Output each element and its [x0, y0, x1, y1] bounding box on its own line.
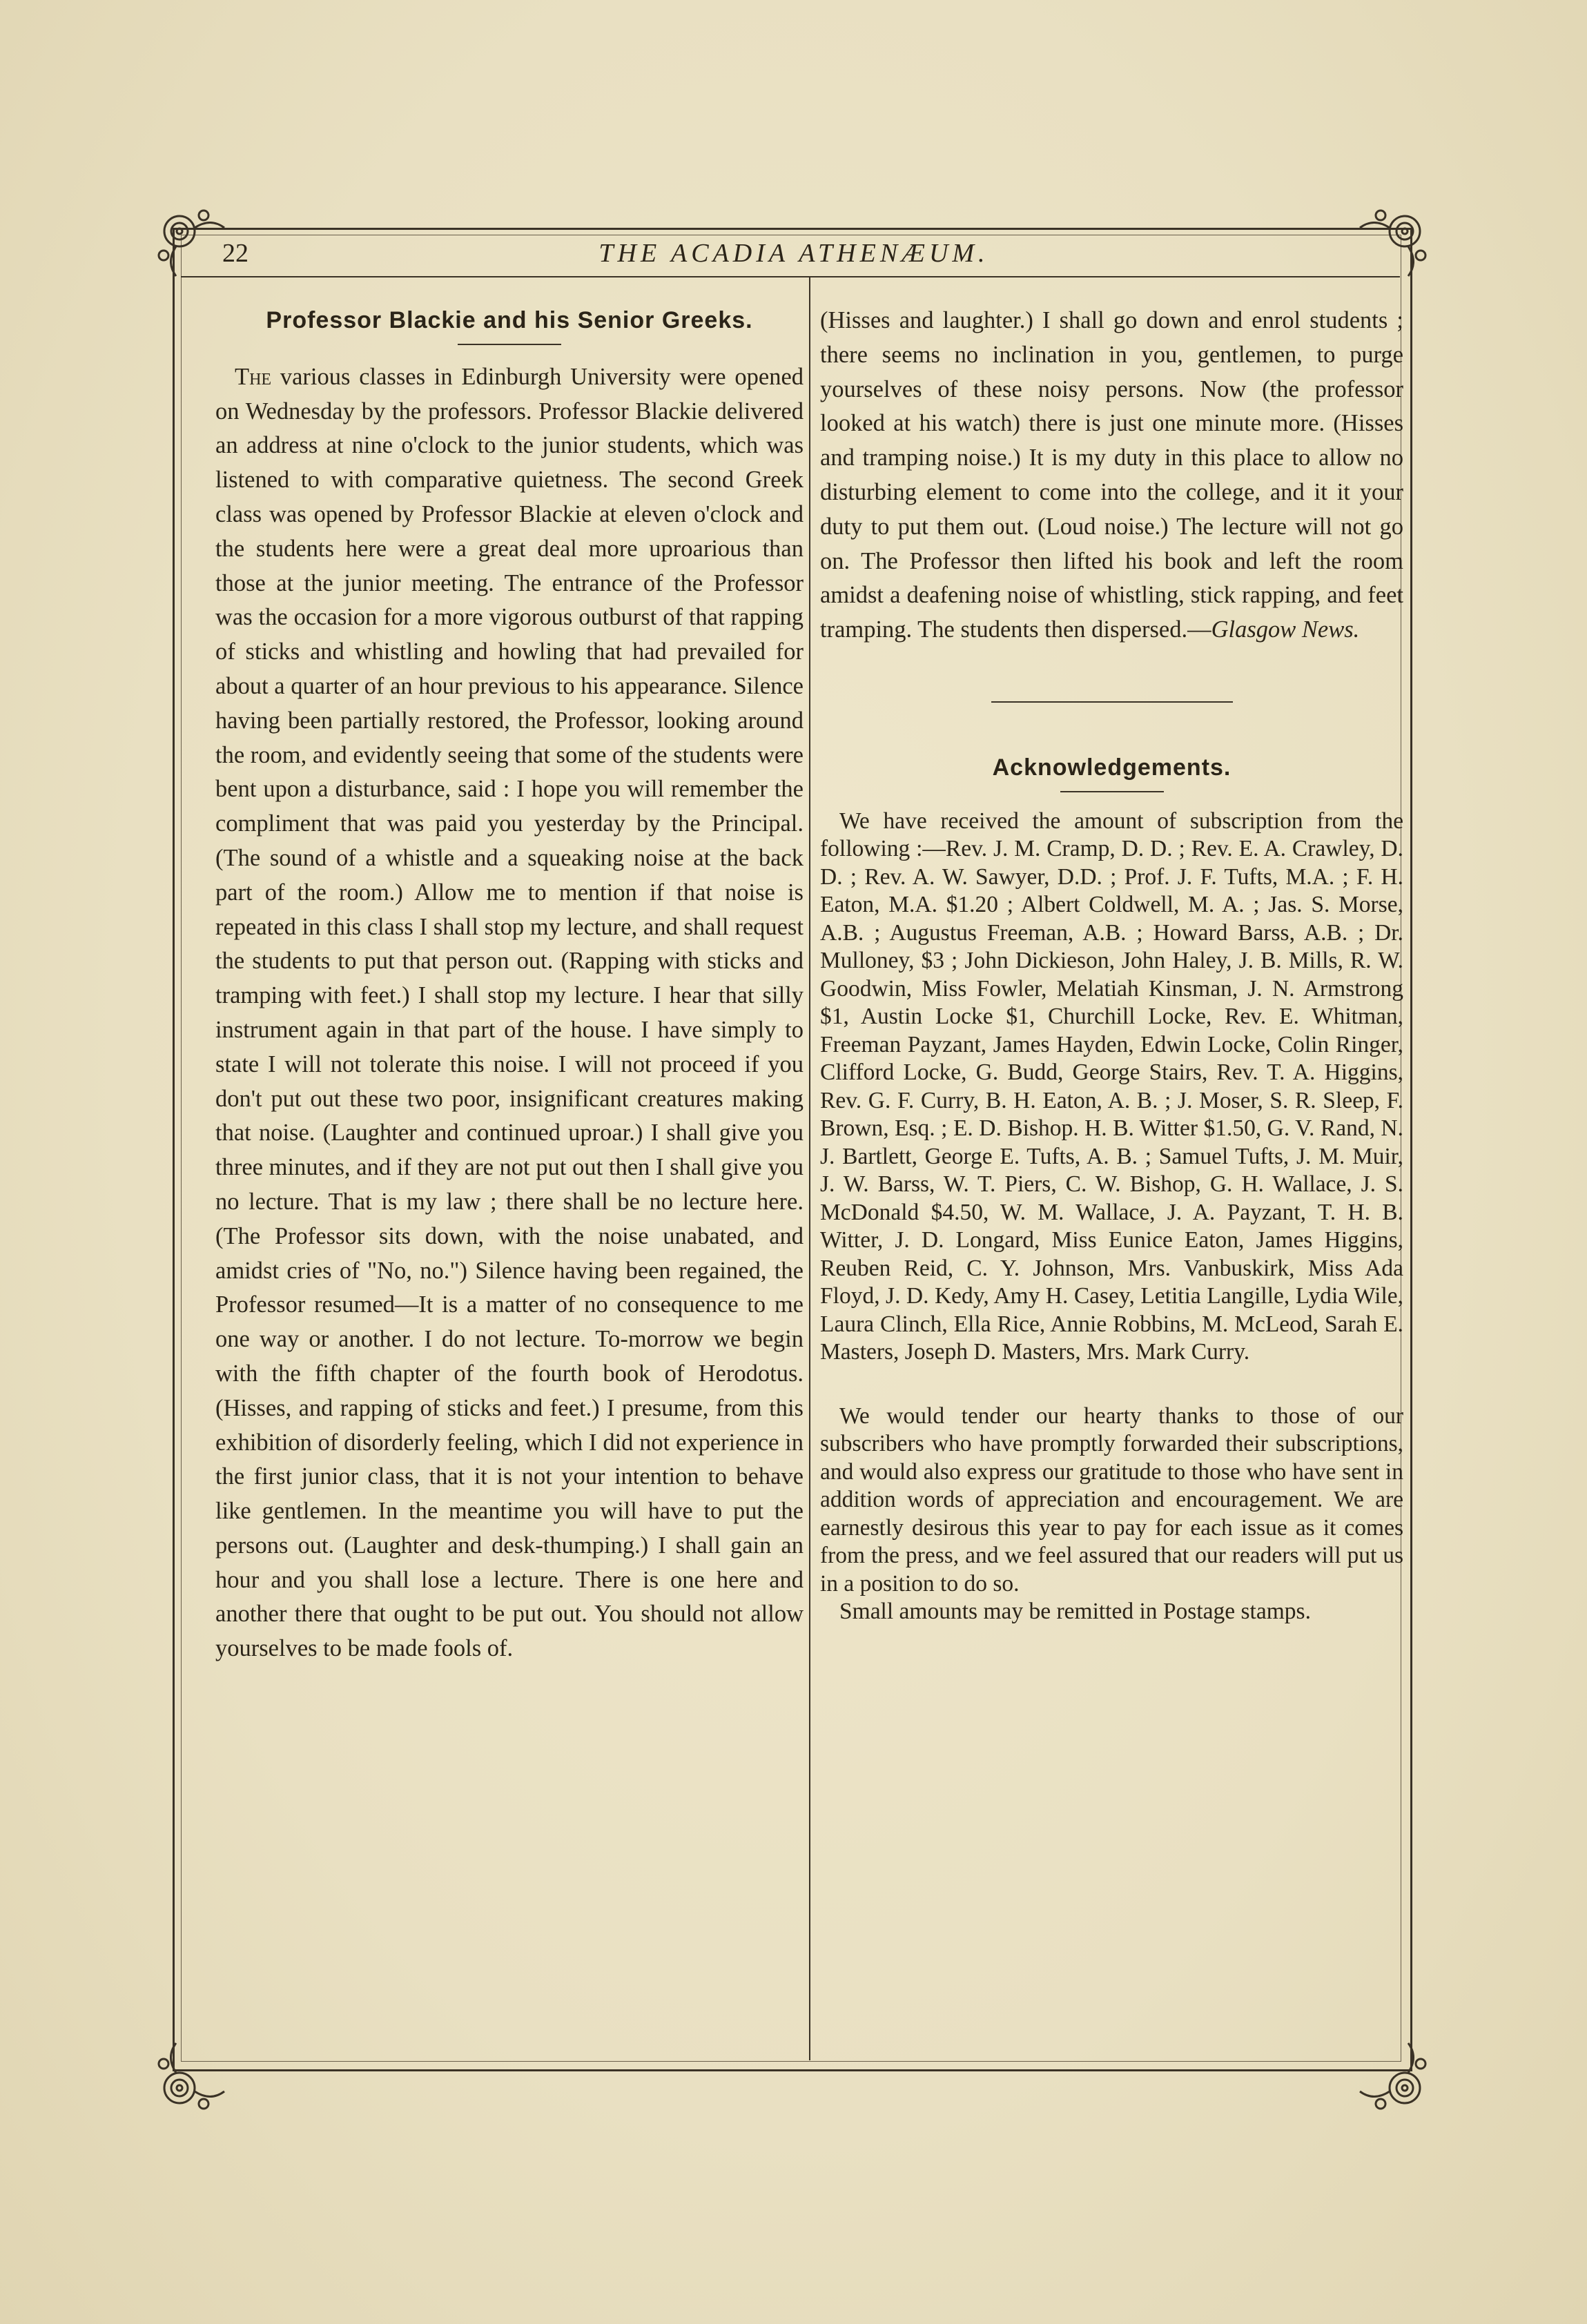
article-title: Professor Blackie and his Senior Greeks. [266, 307, 753, 333]
section-divider [991, 701, 1233, 703]
article-text-right: (Hisses and laughter.) I shall go down and enrol students ; there seems no inclination in you, gentlemen, to purge yourselves of these noisy persons. Now (the professor looked at his watch) there is just one minute more. (Hisses and tramping noise.) It is my duty in this place to allow no disturbing element to come into the college, and it it your duty to put them out. (Loud noise.) The lecture will not go on. The Professor then lifted his book and left the room amidst a deafening noise of whistling, stick rapping, and feet tramping. The students then dispersed.— [820, 307, 1403, 643]
subscriber-list: We have received the amount of subscription from the following :—Rev. J. M. Cramp, D. D. ; Rev. E. A. Crawley, D. D. ; Rev. A. W. Sawyer, D.D. ; Prof. J. F. Tufts, M.A. ; F. H. Eaton, M.A. $1.20 ; Albert Coldwell, M. A. ; Jas. S. Morse, A.B. ; Augustus Freeman, A.B. ; Howard Barss, A.B. ; Dr. Mulloney, $3 ; John Dickieson, John Haley, J. B. Mills, R. W. Goodwin, Miss Fowler, Melatiah Kinsman, J. N. Armstrong $1, Austin Locke $1, Churchill Locke, Rev. E. Whitman, Freeman Payzant, James Hayden, Edwin Locke, Colin Ringer, Clifford Locke, G. Budd, George Stairs, Rev. T. A. Higgins, Rev. G. F. Curry, B. H. Eaton, A. B. ; J. Moser, S. R. Sleep, F. Brown, Esq. ; E. D. Bishop. H. B. Witter $1.50, G. V. Rand, N. J. Bartlett, George E. Tufts, A. B. ; Samuel Tufts, J. M. Muir, J. W. Barss, W. T. Piers, C. W. Bishop, G. H. Wallace, J. S. McDonald $4.50, W. M. Wallace, J. A. Payzant, T. H. B. Witter, J. D. Longard, Miss Eunice Eaton, James Higgins, Reuben Reid, C. Y. Johnson, Mrs. Vanbuskirk, Miss Ada Floyd, J. D. Kedy, Amy H. Casey, Letitia Langille, Lydia Wile, Laura Clinch, Ella Rice, Annie Robbins, M. McLeod, Sarah E. Masters, Joseph D. Masters, Mrs. Mark Curry. [820, 808, 1403, 1365]
acknowledgements-rule [1060, 791, 1164, 792]
article-body-right [820, 304, 1403, 647]
article-body-left [215, 360, 804, 1666]
article-first-word: The [235, 363, 272, 390]
header-rule [181, 276, 1400, 277]
column-divider [809, 277, 810, 2060]
running-title: THE ACADIA ATHENÆUM. [598, 239, 989, 268]
page-number: 22 [222, 239, 249, 268]
article-source: Glasgow News. [1211, 616, 1360, 643]
acknowledgements-body [820, 808, 1403, 1626]
corner-ornament-top-right-icon [1339, 200, 1436, 297]
title-rule [458, 344, 561, 345]
corner-ornament-bottom-left-icon [148, 2022, 245, 2119]
acknowledgements-title: Acknowledgements. [992, 754, 1231, 781]
left-column [215, 304, 804, 1666]
corner-ornament-bottom-right-icon [1339, 2022, 1436, 2119]
thanks-paragraph: We would tender our hearty thanks to those of our subscribers who have promptly forwarded their subscriptions, and would also express our gratitude to those who have sent in addition words of appreciation and encouragement. We are earnestly desirous this year to pay for each issue as it comes from the press, and we feel assured that our readers will put us in a position to do so. [820, 1403, 1403, 1596]
postage-note: Small amounts may be remitted in Postage stamps. [839, 1599, 1311, 1625]
article-text-left: various classes in Edinburgh University were opened on Wednesday by the professors. Professor Blackie delivered an address at nine o'clock to the junior students, which was listened to with comparative quietness. The second Greek class was opened by Professor Blackie at eleven o'clock and the students here were a great deal more uproarious than those at the junior meeting. The entrance of the Professor was the occasion for a more vigorous outburst of that rapping of sticks and whistling and howling that had prevailed for about a quarter of an hour previous to his appearance. Silence having been partially restored, the Professor, looking around the room, and evidently seeing that some of the students were bent upon a disturbance, said : I hope you will remember the compliment that was paid you yesterday by the Principal. (The sound of a whistle and a squeaking noise at the back part of the room.) Allow me to mention if that noise is repeated in this class I shall stop my lecture, and shall request the students to put that person out. (Rapping with sticks and tramping with feet.) I shall stop my lecture. I hear that silly instrument again in that part of the house. I have simply to state I will not tolerate this noise. I will not proceed if you don't put out these two poor, insignificant creatures making that noise. (Laughter and continued uproar.) I shall give you three minutes, and if they are not put out then I shall give you no lecture. That is my law ; there shall be no lecture here. (The Professor sits down, with the noise unabated, and amidst cries of "No, no.") Silence having been regained, the Professor resumed—It is a matter of no consequence to me one way or another. I do not lecture. To-morrow we begin with the fifth chapter of the fourth book of Herodotus. (Hisses, and rapping of sticks and feet.) I presume, from this exhibition of disorderly feeling, which I did not experience in the first junior class, that it is not your intention to behave like gentlemen. In the meantime you will have to put the persons out. (Laughter and desk-thumping.) I shall gain an hour and you shall lose a lecture. There is one here and another there that ought to be put out. You should not allow yourselves to be made fools of. [215, 363, 804, 1662]
right-column [820, 304, 1403, 1626]
